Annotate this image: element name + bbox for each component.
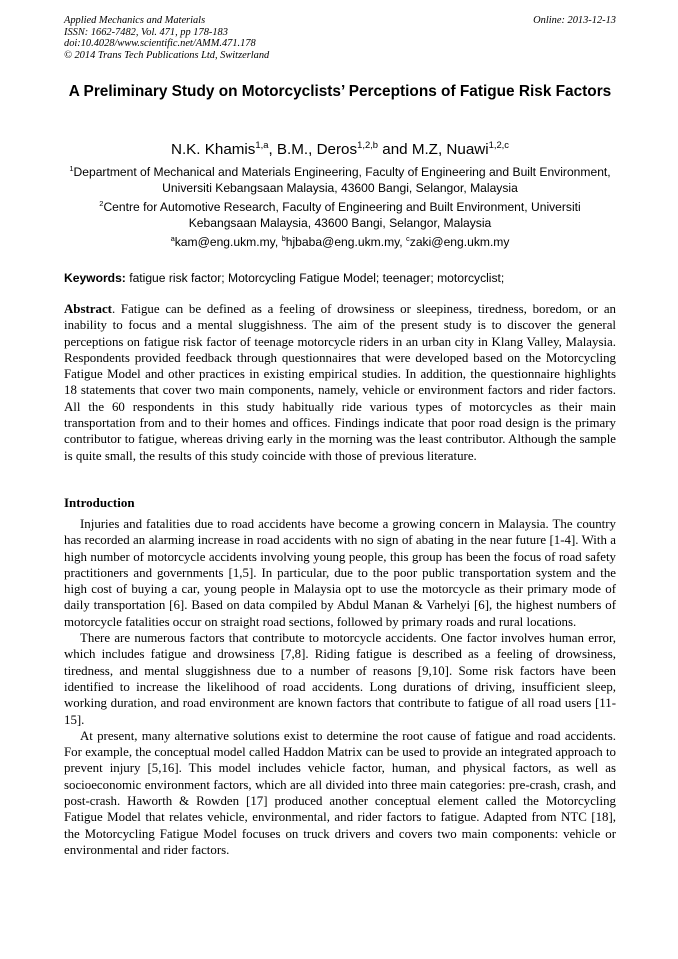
abstract: [64, 301, 616, 464]
introduction-body: [64, 516, 616, 858]
paragraph: At present, many alternative solutions exist to determine the root cause of fatigue and road accidents. For example, the conceptual model called Haddon Matrix can be used to provide an integrated approach to prevent injury [5,16]. This model includes vehicle factor, human, and physical factors, as well as socioeconomic environment factors, which are all divided into three main categories: pre-crash, crash, and post-crash. Haworth & Rowden [17] produced another conceptual element called the Motorcycling Fatigue Model that relates vehicle, environmental, and rider factors to fatigue. Adapted from NTC [18], the Motorcycling Fatigue Model focuses on truck drivers and covers two main components: vehicle or environmental and rider factors.: [64, 728, 616, 857]
email-link[interactable]: kam@eng.ukm.my: [174, 235, 275, 249]
affiliation: [64, 165, 616, 196]
author-name: N.K. Khamis: [170, 141, 256, 158]
author-superscript: 1,2,c: [488, 138, 510, 150]
issn: ISSN: 1662-7482, Vol. 471, pp 178-183: [64, 26, 228, 38]
section-heading-introduction: Introduction: [64, 495, 135, 510]
email-link[interactable]: hjbaba@eng.ukm.my: [285, 235, 400, 249]
email-superscript: b: [281, 233, 286, 243]
affiliation-text: Department of Mechanical and Materials Engineering, Faculty of Engineering and Built Environment, Universiti Kebangsaan Malaysia, 43600 Bangi, Selangor, Malaysia: [73, 165, 611, 195]
paragraph: There are numerous factors that contribute to motorcycle accidents. One factor involves human error, which includes fatigue and drowsiness [7,8]. Riding fatigue is described as a feeling of drowsiness, tiredness, and mental sluggishness due to a number of reasons [9,10]. Some risk factors have been identified to increase the likelihood of road accidents. Long durations of driving, insufficient sleep, working duration, and road environment are known factors that contribute to fatigue of all road users [11-15].: [64, 631, 616, 727]
author-name: B.M., Deros: [276, 141, 358, 158]
author-name: M.Z, Nuawi: [411, 141, 489, 158]
author-superscript: 1,a: [255, 138, 269, 150]
email-list: $^a$kam@eng.ukm.my, $^b$hjbaba@eng.ukm.my, $^c$zaki@eng.ukm.my: [170, 233, 510, 249]
copyright: © 2014 Trans Tech Publications Ltd, Switzerland: [64, 49, 270, 61]
paragraph: Injuries and fatalities due to road accidents have become a growing concern in Malaysia. The country has recorded an alarming increase in road accidents with no sign of abating in the near future [1-4]. With a high number of motorcycle accidents involving young people, this group has been the focus of road safety practitioners and governments [1,5]. In particular, due to the poor public transportation system and the high cost of buying a car, young people in Malaysia opt to use the motorcycle as their primary mode of daily transportation [6]. Based on data compiled by Abdul Manan & Varhelyi [6], the highest numbers of motorcycle fatalities occur on straight road sections, followed by primary roads and rural locations.: [64, 517, 616, 629]
journal-name: Applied Mechanics and Materials: [64, 15, 206, 26]
affiliation-number: 1: [69, 163, 74, 173]
online-date: Online: 2013-12-13: [533, 15, 616, 26]
author-separator: ,: [268, 141, 277, 158]
email-link[interactable]: zaki@eng.ukm.my: [409, 235, 510, 249]
keywords: [64, 271, 616, 286]
email-superscript: c: [406, 233, 410, 243]
abstract-label: Abstract: [64, 302, 112, 316]
author-list: [64, 140, 616, 160]
keywords-text: fatigue risk factor; Motorcycling Fatigue Model; teenager; motorcyclist;: [129, 271, 505, 285]
affiliation-number: 2: [99, 198, 104, 208]
affiliation: [64, 200, 616, 231]
abstract-text: . Fatigue can be defined as a feeling of drowsiness or sleepiness, tiredness, boredom, or an inability to focus and a mental sluggishness. The aim of the present study is to discover the general perceptions on fatigue risk factor of teenage motorcycle riders in an urban city in Klang Valley, Malaysia. Respondents provided feedback through questionnaires that were developed based on the Motorcycling Fatigue Model and other practices in existing empirical studies. In addition, the questionnaire highlights 18 statements that cover two main components, namely, vehicle or environment factors and rider factors. All the 60 respondents in this study habitually ride various types of motorcycles as their main transportation from and to their homes and offices. Findings indicate that poor road design is the primary contributor to fatigue, whereas driving early in the morning was the least contributor. Although the sample is quite small, the results of this study coincide with those of previous literature.: [64, 302, 616, 463]
paper-title: A Preliminary Study on Motorcyclists’ Perceptions of Fatigue Risk Factors: [68, 83, 612, 100]
keywords-label: Keywords:: [64, 271, 126, 285]
email-superscript: a: [170, 233, 175, 243]
journal-header: [64, 15, 616, 61]
author-separator: and: [378, 141, 412, 158]
affiliation-text: Centre for Automotive Research, Faculty of Engineering and Built Environment, Universiti Kebangsaan Malaysia, 43600 Bangi, Selangor, Malaysia: [103, 200, 581, 230]
author-superscript: 1,2,b: [357, 138, 379, 150]
doi: doi:10.4028/www.scientific.net/AMM.471.178: [64, 38, 256, 50]
